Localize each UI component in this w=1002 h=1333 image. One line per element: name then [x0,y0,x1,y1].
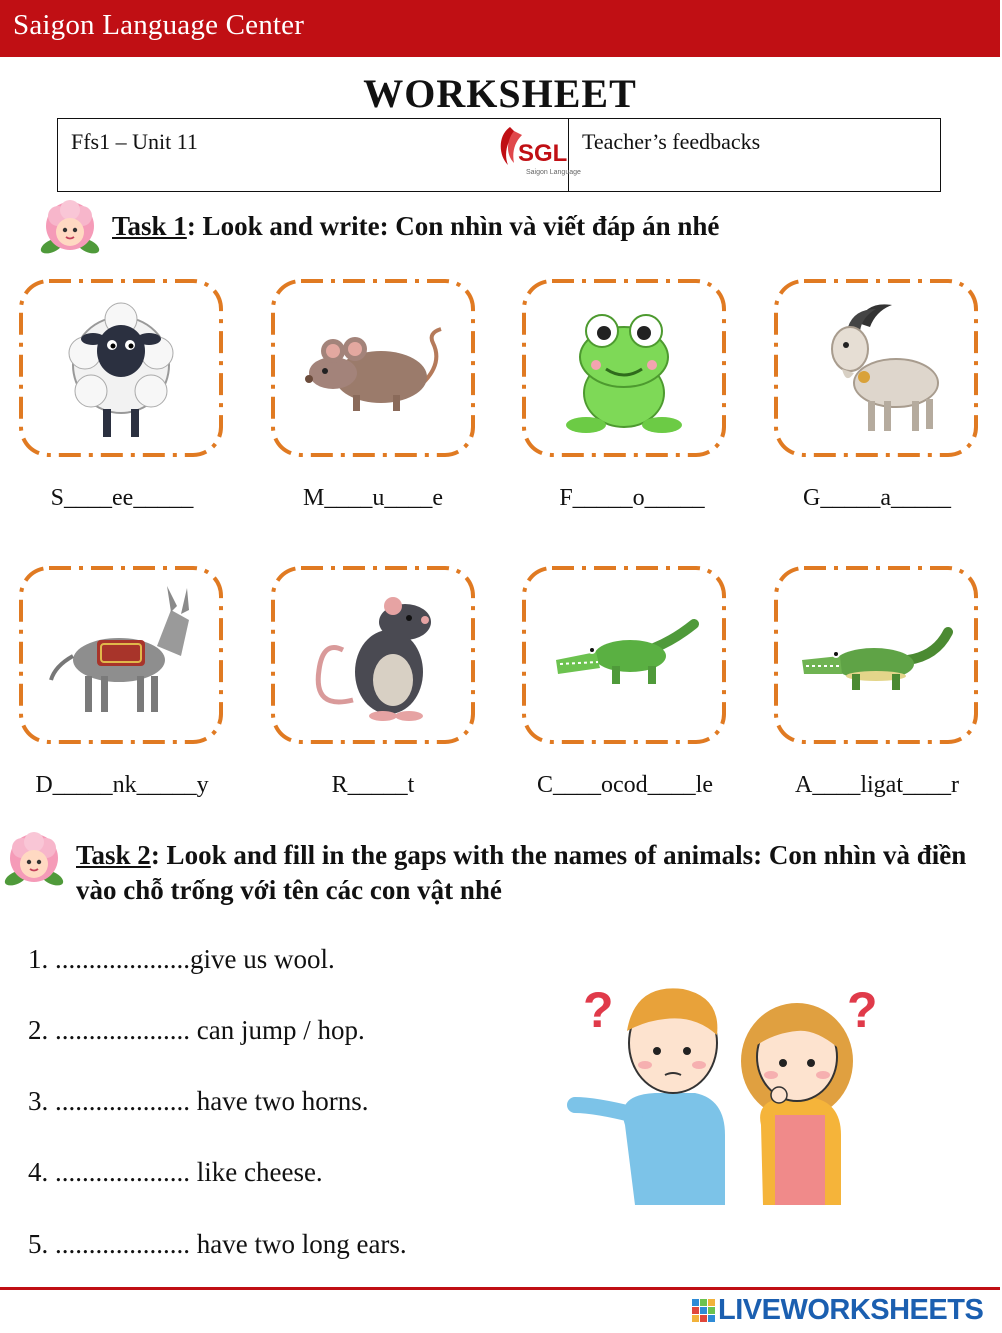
frog-card [521,278,727,458]
task2-instruction: : Look and fill in the gaps with the names of animals: Con nhìn và điền vào chỗ trống với tên các con vật nhé [76,840,967,905]
word-blank[interactable]: G_____a_____ [803,485,951,511]
brand-name: Saigon Language Center [13,9,305,41]
page-title: WORKSHEET [363,71,637,116]
task1-label: Task 1 [112,211,187,241]
feedback-label: Teacher’s feedbacks [582,129,761,154]
info-divider [568,119,569,191]
sentence-5[interactable]: 5. .................... have two long ears. [28,1229,407,1259]
flower-icon [38,196,102,260]
alligator-card [773,565,979,745]
frog-picture [544,293,704,443]
thinking-kids-picture [565,975,895,1205]
header-bar [0,0,1000,57]
word-blank[interactable]: A____ligat____r [795,772,959,798]
mouse-picture [293,293,453,443]
word-blank[interactable]: C____ocod____le [537,772,713,798]
sheep-picture [41,293,201,443]
word-blank[interactable]: R_____t [331,772,415,798]
alligator-picture [796,580,956,730]
info-box [57,118,941,192]
donkey-picture [41,580,201,730]
goat-card [773,278,979,458]
task2-label: Task 2 [76,840,151,870]
liveworksheets-mark-icon [690,1297,718,1325]
sentence-2[interactable]: 2. .................... can jump / hop. [28,1015,365,1045]
unit-label: Ffs1 – Unit 11 [71,129,198,154]
sentence-4[interactable]: 4. .................... like cheese. [28,1157,323,1187]
footer-line [0,1287,1000,1290]
task1-heading [112,211,719,242]
sgl-logo-text: SGL [518,140,568,167]
word-blank[interactable]: M____u____e [303,485,443,511]
svg-text:?: ? [583,982,614,1038]
word-blank[interactable]: F_____o_____ [559,485,705,511]
mouse-card [270,278,476,458]
donkey-card [18,565,224,745]
sgl-logo [496,121,581,181]
word-blank[interactable]: D_____nk_____y [35,772,209,798]
svg-text:?: ? [847,982,878,1038]
crocodile-card [521,565,727,745]
task2-heading [76,838,976,908]
liveworksheets-logo [690,1294,990,1328]
rat-picture [293,580,453,730]
flower-icon [2,828,66,892]
task1-instruction: : Look and write: Con nhìn và viết đáp án nhé [186,211,720,241]
crocodile-picture [544,580,704,730]
word-blank[interactable]: S____ee_____ [50,485,194,511]
sgl-logo-subtext: Saigon Language [526,169,581,176]
sentence-3[interactable]: 3. .................... have two horns. [28,1086,369,1116]
liveworksheets-brand: LIVEWORKSHEETS [718,1294,984,1326]
sentence-1[interactable]: 1. ....................give us wool. [28,944,335,974]
goat-picture [796,293,956,443]
sheep-card [18,278,224,458]
rat-card [270,565,476,745]
